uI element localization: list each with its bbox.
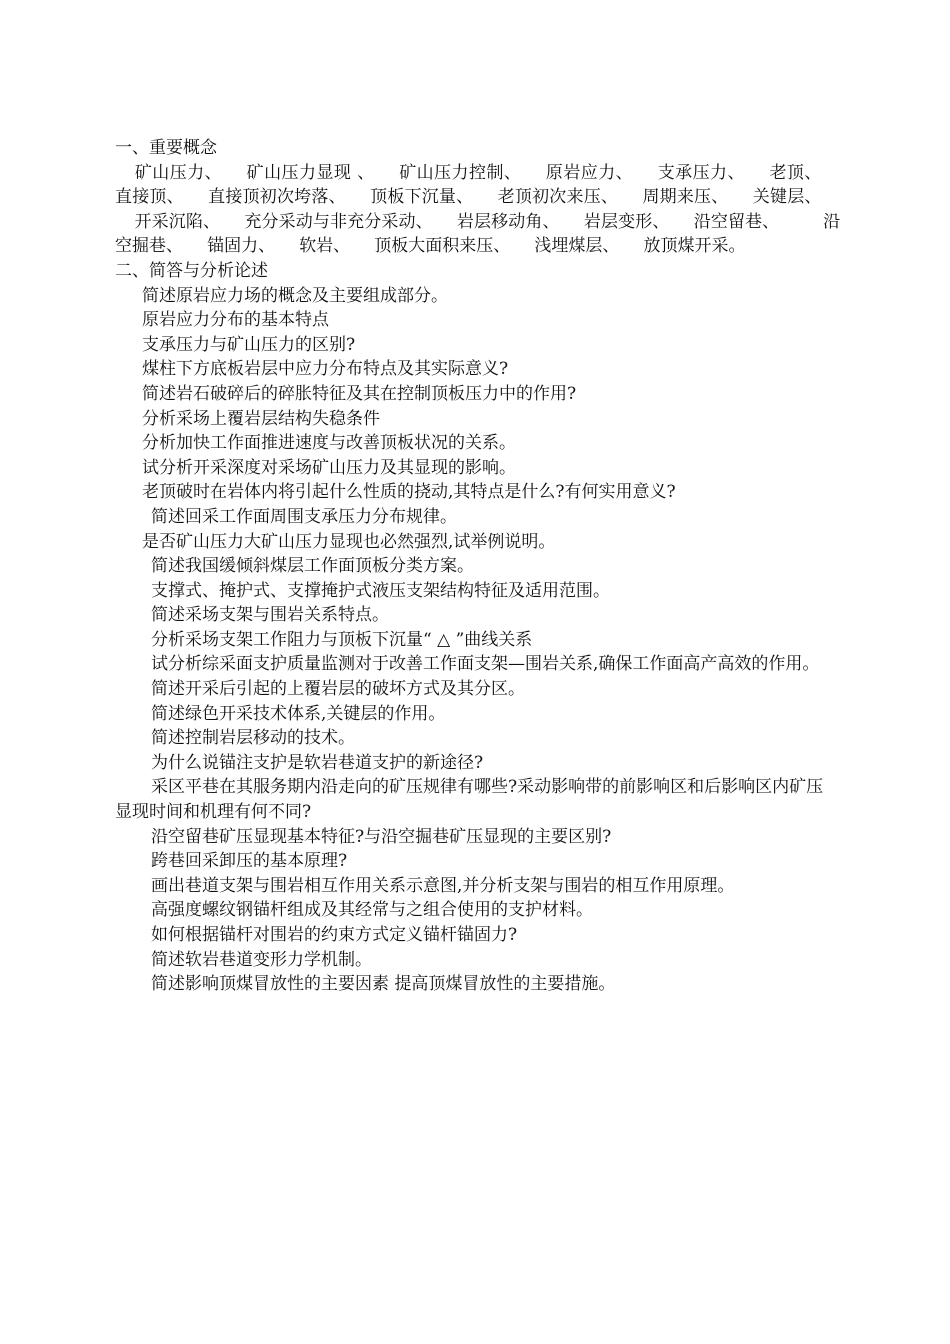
question-list (115, 284, 840, 997)
concept-term: 矿山压力显现 、 (246, 162, 375, 183)
question-item: 为什么说锚注支护是软岩巷道支护的新途径? (151, 752, 484, 773)
concept-term: 锚固力、 (207, 236, 276, 257)
concept-term: 沿空留巷、 (693, 211, 780, 232)
concept-term: 周期来压、 (642, 187, 729, 208)
question-item: 如何根据锚杆对围岩的约束方式定义锚杆锚固力? (151, 925, 518, 945)
section-heading-questions: 二、简答与分析论述 (115, 260, 268, 281)
concept-term: 矿山压力控制、 (399, 162, 522, 183)
question-item: 高强度螺纹钢锚杆组成及其经常与之组合使用的支护材料。 (151, 900, 593, 921)
question-item: 简述控制岩层移动的技术。 (151, 728, 355, 749)
question-item: 简述回采工作面周围支承压力分布规律。 (151, 506, 457, 527)
question-item: 是否矿山压力大矿山压力显现也必然强烈,试举例说明。 (142, 531, 556, 552)
question-item: 原岩应力分布的基本特点 (142, 310, 329, 331)
question-item: 采区平巷在其服务期内沿走向的矿压规律有哪些?采动影响带的前影响区和后影响区内矿压显现时间和机理有何不同? (115, 777, 824, 823)
concept-term: 充分采动与非充分采动、 (244, 211, 433, 232)
question-item: 简述开采后引起的上覆岩层的破坏方式及其分区。 (151, 679, 525, 700)
concept-term: 浅埋煤层、 (534, 236, 620, 257)
question-item: 跨巷回采卸压的基本原理? (151, 851, 348, 872)
concept-term: 老顶、 (769, 162, 822, 183)
concept-term: 直接顶、 (115, 187, 184, 208)
question-item: 沿空留巷矿压显现基本特征?与沿空掘巷矿压显现的主要区别? (151, 826, 612, 847)
concept-term: 放顶煤开采。 (643, 236, 746, 257)
concept-term: 关键层、 (752, 187, 822, 208)
concept-term: 支承压力、 (657, 162, 745, 183)
question-item: 支承压力与矿山压力的区别? (142, 334, 356, 355)
question-item: 简述绿色开采技术体系,关键层的作用。 (151, 703, 446, 724)
concept-term: 开采沉陷、 (134, 211, 221, 232)
question-item: 分析加快工作面推进速度与改善顶板状况的关系。 (142, 433, 516, 454)
question-item: 老顶破时在岩体内将引起什么性质的挠动,其特点是什么?有何实用意义? (142, 482, 676, 503)
question-item: 简述岩石破碎后的碎胀特征及其在控制顶板压力中的作用? (142, 383, 577, 404)
question-item: 简述采场支架与围岩关系特点。 (151, 605, 389, 626)
question-item: 煤柱下方底板岩层中应力分布特点及其实际意义? (142, 359, 509, 380)
concept-term: 顶板下沉量、 (370, 187, 474, 208)
question-item: 简述影响顶煤冒放性的主要因素 提高顶煤冒放性的主要措施。 (151, 974, 616, 995)
document-body (115, 136, 840, 997)
question-item: 试分析开采深度对采场矿山压力及其显现的影响。 (142, 457, 516, 478)
concept-term: 软岩、 (299, 236, 351, 257)
question-item: 简述原岩应力场的概念及主要组成部分。 (142, 285, 448, 306)
concept-term: 岩层变形、 (583, 211, 670, 232)
concept-term: 矿山压力、 (134, 162, 223, 183)
question-item: 画出巷道支架与围岩相互作用关系示意图,并分析支架与围岩的相互作用原理。 (151, 875, 735, 896)
concept-term: 顶板大面积来压、 (374, 236, 511, 257)
concept-term: 沿空掘巷、 (115, 211, 841, 257)
concept-term: 直接顶初次垮落、 (208, 187, 346, 208)
concept-term: 老顶初次来压、 (497, 187, 619, 208)
question-item: 支撑式、掩护式、支撑掩护式液压支架结构特征及适用范围。 (151, 580, 610, 601)
question-item: 试分析综采面支护质量监测对于改善工作面支架—围岩关系,确保工作面高产高效的作用。 (151, 654, 820, 675)
concept-term: 原岩应力、 (545, 162, 634, 183)
concept-term-list (115, 161, 840, 259)
question-item: 简述软岩巷道变形力学机制。 (151, 949, 372, 970)
question-item: 分析采场支架工作阻力与顶板下沉量“ △ ”曲线关系 (151, 629, 533, 650)
question-item: 分析采场上覆岩层结构失稳条件 (142, 408, 380, 429)
question-item: 简述我国缓倾斜煤层工作面顶板分类方案。 (151, 556, 474, 577)
concept-term: 岩层移动角、 (456, 211, 560, 232)
section-heading-concepts: 一、重要概念 (115, 138, 217, 158)
